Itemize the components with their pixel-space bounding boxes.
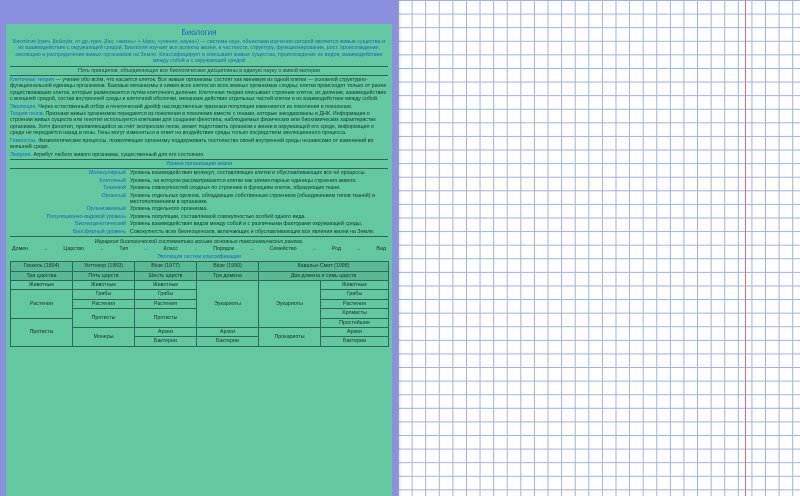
table-cell: Монеры	[73, 328, 135, 347]
level-desc: Уровень взаимодействия видов между собой и с различными факторами окружающей среды.	[130, 221, 363, 228]
table-cell: Кавалье-Смит (1998)	[259, 262, 389, 271]
level-name: Клеточный	[99, 177, 126, 184]
table-cell: Бактерии	[321, 337, 389, 346]
table-cell: Грибы	[135, 290, 197, 299]
principles-heading: Пять принципов, объединяющих все биологические дисциплины в единую науку о живой материи	[77, 67, 321, 74]
level-name: Организменный	[86, 206, 126, 213]
arrow-right-icon: →	[249, 246, 255, 253]
principle-term: Энергия	[10, 151, 31, 158]
table-cell: Растения	[73, 299, 135, 308]
divider	[10, 75, 388, 76]
level-desc: Уровень совокупностей сходных по строению и функциям клеток, образующих ткани.	[130, 185, 341, 192]
table-cell: Грибы	[73, 290, 135, 299]
arrow-right-icon: →	[99, 246, 105, 253]
table-cell: Археи	[135, 328, 197, 337]
taxonomy-rank: Вид	[376, 246, 386, 253]
table-cell: Геккель (1894)	[11, 262, 73, 271]
principle-term: Эволюция	[10, 103, 36, 110]
table-cell: Животные	[73, 281, 135, 290]
classification-table	[10, 261, 389, 347]
level-desc: Уровень популяции, составляемой совокупностью особей одного вида.	[130, 213, 306, 220]
taxonomy-rank: Род	[331, 246, 342, 253]
table-cell: Вёзе (1977)	[135, 262, 197, 271]
level-desc: Уровень взаимодействия молекул, составляющих клетки и обуславливающих все её процессы.	[130, 170, 367, 177]
level-name: Тканевой	[103, 185, 126, 192]
level-name: Биосферный уровень	[72, 228, 126, 235]
table-cell: Эукариоты	[197, 281, 259, 328]
table-row	[11, 281, 389, 290]
principle-text: . Через естественный отбор и генетический дрейф наследственные признаки популяции изменяются из поколения в поколение.	[35, 103, 353, 110]
table-cell: Растения	[135, 299, 197, 308]
table-row	[11, 262, 389, 271]
taxonomy-rank: Семейство	[269, 246, 297, 253]
principle-cell-theory	[10, 77, 388, 103]
table-cell: Три царства	[11, 271, 73, 280]
table-cell: Эукариоты	[259, 281, 321, 328]
table-cell: Бактерии	[135, 337, 197, 346]
taxonomy-rank: Порядок	[213, 246, 235, 253]
principle-text: . Физиологические процессы, позволяющие организму поддерживать постоянство своей внутренней среды независимо от изменений во внешней среде.	[10, 137, 374, 151]
taxonomy-rank: Тип	[119, 246, 129, 253]
page-title: Биология	[181, 28, 217, 37]
table-cell: Археи	[321, 328, 389, 337]
arrow-right-icon: →	[356, 246, 362, 253]
level-desc: Совокупность всех биогеоценозов, включающих и обуславливающих все явления жизни на Земле.	[130, 228, 375, 235]
table-cell: Протисты	[73, 309, 135, 328]
divider	[10, 66, 388, 67]
principle-evolution	[10, 104, 388, 110]
table-cell: Пять царств	[73, 271, 135, 280]
principle-gene-theory	[10, 111, 388, 137]
taxonomy-rank: Царство	[63, 246, 85, 253]
table-row	[11, 271, 389, 280]
levels-list	[10, 170, 388, 235]
divider	[10, 236, 388, 237]
principle-term: Теория генов	[10, 111, 43, 118]
principle-term: Гомеостаз	[10, 137, 36, 144]
table-cell: Бактерии	[197, 337, 259, 346]
table-cell: Три домена	[197, 271, 259, 280]
table-cell: Простейшие	[321, 318, 389, 327]
level-name: Биогеоценотический	[75, 221, 126, 228]
table-cell: Прокариоты	[259, 328, 321, 347]
level-desc: Уровень, на котором рассматриваются клетки как элементарные единицы строения живого.	[130, 177, 357, 184]
table-cell: Уиттекер (1969)	[73, 262, 135, 271]
level-name: Молекулярный	[89, 170, 126, 177]
cover-panel	[6, 24, 392, 496]
table-cell: Два домена и семь царств	[259, 271, 389, 280]
taxonomy-heading: Иерархия биологической систематики восьми основных таксономических рангов.	[94, 238, 304, 245]
table-cell: Грибы	[321, 290, 389, 299]
intro-text: Биоло́гия (греч. βιολογία; от др.-греч. βίος «жизнь» + λόγος «учение, наука») — система наук, объектами изучения которой являются живые существа и их взаимодействие с окружающей средой. Биология изучает все аспекты жизни, в частности, структуру, функционирование, рост, происхождение, эволюцию и распределение живых организмов на Земле. Классифицирует и описывает живые существа, происхождение их видов, взаимодействие между собой и с окружающей средой	[12, 39, 386, 65]
arrow-right-icon: →	[143, 246, 149, 253]
principle-text: . Атрибут любого живого организма, существенный для его состояния.	[30, 151, 205, 158]
principle-text: . Признаки живых организмов передаются из поколения в поколение вместе с генами, которые закодированы в ДНК. Информация о строении живых существ или генотип используется клетками для создания фенотипа, наблюдаемых физических или биохимических характеристик организма. Хотя фенотип, проявляющийся за счёт экспрессии генов, может подготовить организм к жизни в окружающей его среде, информация о среде не передаётся назад в гены. Гены могут изменяться в ответ на воздействие среды только посредством эволюционного процесса.	[10, 111, 376, 137]
table-cell: Животные	[321, 281, 389, 290]
table-cell: Вёзе (1990)	[197, 262, 259, 271]
table-cell: Протисты	[135, 309, 197, 328]
table-cell: Археи	[197, 328, 259, 337]
level-desc: Уровень отдельного организма.	[130, 206, 208, 213]
principle-homeostasis	[10, 138, 388, 151]
taxonomy-rank: Домен	[12, 246, 29, 253]
principle-text: — учение обо всём, что касается клеток. Все живые организмы состоят как минимум из одной клетки — основной структурно-функциональной единицы организмов. Базовые механизмы и химия всех клеток во всех земных организмах сходны; клетки происходят только от ранее существовавших клеток, которые размножаются путём клеточного деления. Клеточная теория описывает строение клеток, их деление, взаимодействие с внешней средой, состав внутренней среды и клеточной оболочки, механизм действия отдельных частей клетки и их взаимодействие между собой.	[10, 77, 387, 103]
table-cell: Хромисты	[321, 309, 389, 318]
table-cell: Протисты	[11, 318, 73, 346]
table-cell: Животные	[135, 281, 197, 290]
grid-paper-page	[398, 0, 800, 496]
divider	[10, 159, 388, 160]
taxonomy-rank: Класс	[163, 246, 178, 253]
level-desc: Уровень отдельных органов, обладающих собственным строением (объединением типов тканей) и местоположением в организме.	[130, 192, 375, 205]
level-name: Органный	[101, 192, 126, 199]
principle-energy	[10, 152, 388, 158]
arrow-right-icon: →	[192, 246, 199, 253]
table-cell: Растения	[321, 299, 389, 308]
arrow-right-icon: →	[311, 246, 317, 253]
level-name: Популяционно-видовой уровень	[46, 213, 126, 220]
classification-heading: Эволюция систем классификации	[157, 253, 241, 260]
arrow-right-icon: →	[43, 246, 49, 253]
table-cell: Животные	[11, 281, 73, 290]
levels-heading: Уровни организации жизни	[165, 160, 233, 167]
table-cell: Растения	[11, 290, 73, 318]
taxonomy-row	[10, 246, 388, 252]
spine-shadow	[398, 0, 402, 496]
principle-term: Клеточная теория	[10, 77, 55, 84]
table-cell: Шесть царств	[135, 271, 197, 280]
